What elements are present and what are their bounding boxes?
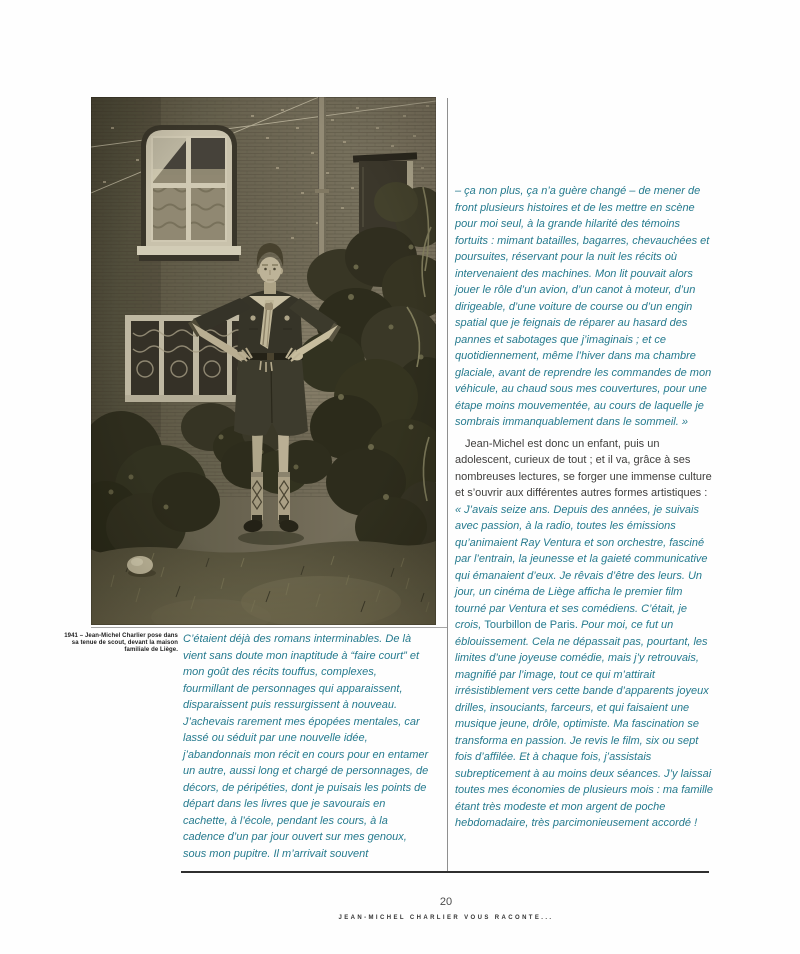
scout-photo (91, 97, 436, 625)
bottom-rule (181, 871, 709, 873)
photo-caption: 1941 – Jean-Michel Charlier pose dans sa tenue de scout, devant la maison familiale de Liège. (64, 633, 178, 653)
column-divider-rule (447, 98, 448, 873)
narration-paragraph (455, 436, 713, 832)
quote-closing-text: Pour moi, ce fut un éblouissement. Cela ne dépassait pas, pourtant, les limites d’une joyeuse comédie, mais j’y retrouvais, magnifié par l’image, tout ce qui m’attirait irrésistiblement vers cette bande d’apparents joyeux drilles, insouciants, farceurs, et qui faisaient une musique jeune, drôle, optimiste. Ma fascination se transforma en passion. Je revis le film, six ou sept fois d’affilée. Et à chaque fois, j’assistais subrepticement à au moins deux séances. J’y laissai toutes mes économies de plusieurs mois : ma famille étant très modeste et mon argent de poche hebdomadaire, très parcimonieusement accordé ! (455, 619, 713, 829)
narration-text: Jean-Michel est donc un enfant, puis un adolescent, curieux de tout ; et il va, grâce à ses nombreuses lectures, se forger une immense culture et s’ouvrir aux différentes autres formes artistiques : (455, 437, 712, 499)
page-number: 20 (439, 896, 453, 908)
left-column-quote-paragraph: C’étaient déjà des romans interminables. De là vient sans doute mon inaptitude à “faire court” et mon goût des récits touffus, complexes, fourmillant de personnages qui apparaissent, disparaissent puis ressurgissent à nouveau. J’achevais rarement mes épopées mentales, car lassé ou séduit par une nouvelle idée, j’abandonnais mon récit en cours pour en entamer un autre, aussi long et chargé de personnages, de décors, de péripéties, dont je puisais les points de départ dans les livres que je savourais en cachette, à l’école, pendant les cours, à la cadence d’un par jour ouvert sur mes genoux, sous mon pupitre. Il m’arrivait souvent (183, 633, 429, 860)
vignette (91, 97, 436, 625)
photo-divider-rule (91, 627, 448, 628)
film-title-text: Tourbillon de Paris. (484, 619, 578, 631)
running-title: JEAN-MICHEL CHARLIER VOUS RACONTE... (338, 915, 554, 921)
quote-continued-paragraph: – ça non plus, ça n’a guère changé – de mener de front plusieurs histoires et de les mettre en scène pour moi seul, à la grande hilarité des témoins fortuits : mimant batailles, bagarres, chevauchées et poursuites, réservant pour la nuit les récits où intervenaient des machines. Mon lit pouvait alors jouer le rôle d’un avion, d’un canot à moteur, d’un dirigeable, d’une voiture de course ou d’un engin spatial que je feignais de réparer au hasard des pannes et sabotages que j’imaginais ; et ce quotidiennement, même l’hiver dans ma chambre glaciale, avant de reprendre les commandes de mon véhicule, au chaud sous mes couvertures, pour une étape moins mouvementée, au cours de laquelle je sombrais immanquablement dans le sommeil. » (455, 185, 712, 428)
left-column (183, 631, 429, 862)
right-column (455, 183, 713, 832)
quote-opening-text: « J’avais seize ans. Depuis des années, je suivais avec passion, à la radio, toutes les émissions qu’animaient Ray Ventura et son orchestre, fasciné par l’entrain, la jeunesse et la gaieté communicative qui émanaient d’eux. Je rêvais d’être des leurs. Un jour, un cinéma de Liège afficha le premier film tourné par Ventura et ses comédiens. C’était, je crois, (455, 503, 708, 631)
